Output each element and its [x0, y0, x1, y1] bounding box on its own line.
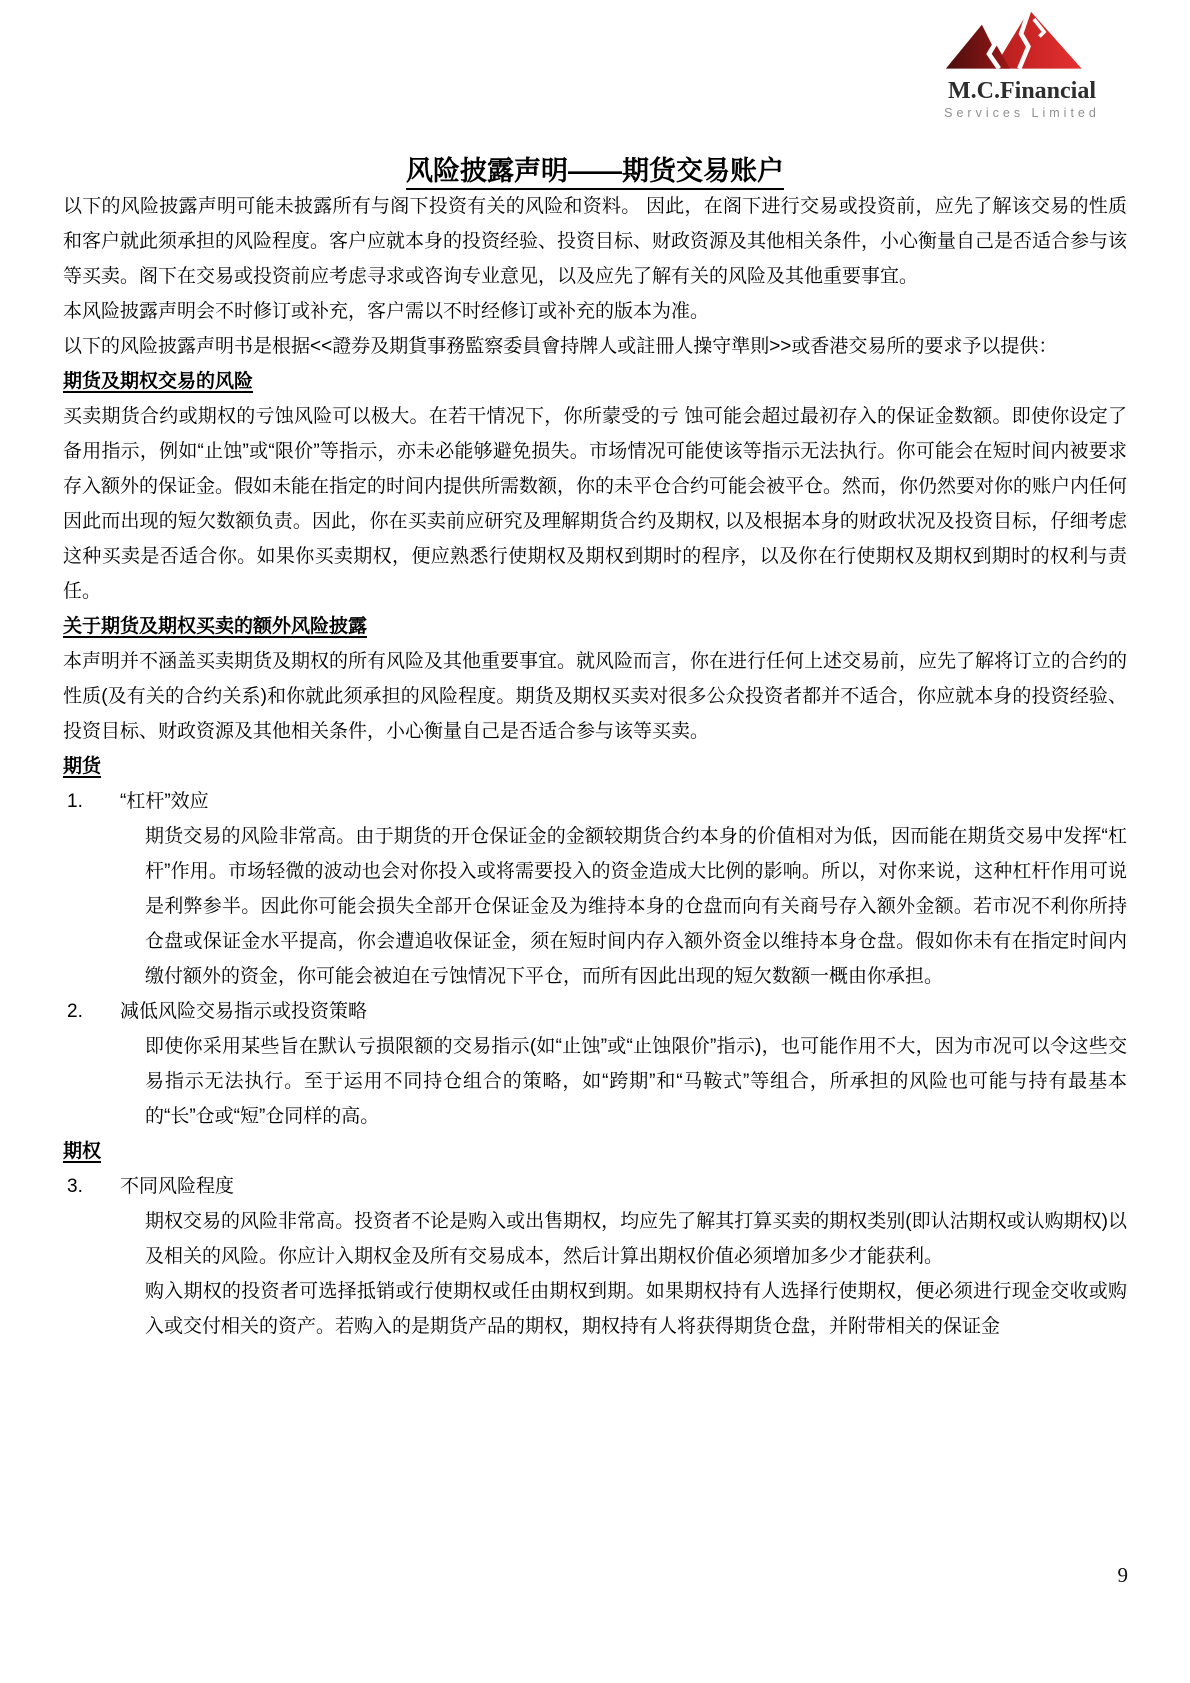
- list-item-leverage-effect: [63, 784, 1127, 994]
- item-number: 3.: [67, 1176, 83, 1197]
- subsection-heading-futures: 期货: [63, 756, 102, 777]
- item-title: 不同风险程度: [120, 1176, 235, 1197]
- list-item-head: [63, 994, 1127, 1029]
- section-body-additional-risk: 本声明并不涵盖买卖期货及期权的所有风险及其他重要事宜。就风险而言，你在进行任何上述交易前，应先了解将订立的合约的性质(及有关的合约关系)和你就此须承担的风险程度。期货及期权买卖对很多公众投资者都并不适合，你应就本身的投资经验、投资目标、财政资源及其他相关条件，小心衡量自己是否适合参与该等买卖。: [63, 651, 1128, 742]
- item-title: “杠杆”效应: [120, 791, 209, 812]
- section-heading-additional-risk: 关于期货及期权买卖的额外风险披露: [63, 616, 368, 637]
- item-body: 期权交易的风险非常高。投资者不论是购入或出售期权，均应先了解其打算买卖的期权类别(即认沽期权或认购期权)以及相关的风险。你应计入期权金及所有交易成本，然后计算出期权价值必须增加多少才能获利。: [145, 1211, 1127, 1267]
- item-body: 期货交易的风险非常高。由于期货的开仓保证金的金额较期货合约本身的价值相对为低，因而能在期货交易中发挥“杠杆”作用。市场轻微的波动也会对你投入或将需要投入的资金造成大比例的影响。所以，对你来说，这种杠杆作用可说是利弊参半。因此你可能会损失全部开仓保证金及为维持本身的仓盘而向有关商号存入额外金额。若市况不利你所持仓盘或保证金水平提高，你会遭追收保证金，须在短时间内存入额外资金以维持本身仓盘。假如你未有在指定时间内缴付额外的资金，你可能会被迫在亏蚀情况下平仓，而所有因此出现的短欠数额一概由你承担。: [145, 826, 1127, 987]
- mountain-logo-icon: [944, 6, 1100, 78]
- list-item-head: [63, 784, 1127, 819]
- item-body: 即使你采用某些旨在默认亏损限额的交易指示(如“止蚀”或“止蚀限价”指示)，也可能作用不大，因为市况可以令这些交易指示无法执行。至于运用不同持仓组合的策略，如“跨期”和“马鞍式”等组合，所承担的风险也可能与持有最基本的“长”仓或“短”仓同样的高。: [145, 1036, 1127, 1127]
- logo-company-subtitle: Services Limited: [944, 106, 1100, 120]
- section-body-futures-options-risk: 买卖期货合约或期权的亏蚀风险可以极大。在若干情况下，你所蒙受的亏 蚀可能会超过最初存入的保证金数额。即使你设定了备用指示，例如“止蚀”或“限价”等指示，亦未必能够避免损失。市场情况可能使该等指示无法执行。你可能会在短时间内被要求存入额外的保证金。假如未能在指定的时间内提供所需数额，你的未平仓合约可能会被平仓。然而，你仍然要对你的账户内任何因此而出现的短欠数额负责。因此，你在买卖前应研究及理解期货合约及期权, 以及根据本身的财政状况及投资目标，仔细考虑这种买卖是否适合你。如果你买卖期权，便应熟悉行使期权及期权到期时的程序，以及你在行使期权及期权到期时的权利与责任。: [63, 406, 1128, 602]
- page-number: 9: [1117, 1563, 1128, 1587]
- item-number: 2.: [67, 1001, 83, 1022]
- intro-paragraph: 以下的风险披露声明可能未披露所有与阁下投资有关的风险和资料。 因此，在阁下进行交易或投资前，应先了解该交易的性质和客户就此须承担的风险程度。客户应就本身的投资经验、投资目标、财政资源及其他相关条件，小心衡量自己是否适合参与该等买卖。阁下在交易或投资前应考虑寻求或咨询专业意见，以及应先了解有关的风险及其他重要事宜。: [63, 196, 1128, 287]
- item-title: 减低风险交易指示或投资策略: [120, 1001, 368, 1022]
- list-item-variable-risk-degree: [63, 1169, 1127, 1344]
- item-number: 1.: [67, 791, 83, 812]
- document-title: 风险披露声明——期货交易账户: [63, 0, 1127, 189]
- list-item-risk-reduction-orders: [63, 994, 1127, 1134]
- item-body-continued: 购入期权的投资者可选择抵销或行使期权或任由期权到期。如果期权持有人选择行使期权，便必须进行现金交收或购入或交付相关的资产。若购入的是期货产品的期权，期权持有人将获得期货仓盘，并附带相关的保证金: [145, 1281, 1127, 1337]
- revision-paragraph: 本风险披露声明会不时修订或补充，客户需以不时经修订或补充的版本为准。: [63, 301, 710, 322]
- list-item-head: [63, 1169, 1127, 1204]
- company-logo: [922, 6, 1122, 121]
- subsection-heading-options: 期权: [63, 1141, 102, 1162]
- basis-paragraph: 以下的风险披露声明书是根据<<證券及期貨事務監察委員會持牌人或註冊人操守準則>>或香港交易所的要求予以提供：: [63, 336, 1058, 357]
- section-heading-futures-options-risk: 期货及期权交易的风险: [63, 371, 254, 392]
- logo-company-name: M.C.Financial: [948, 78, 1096, 104]
